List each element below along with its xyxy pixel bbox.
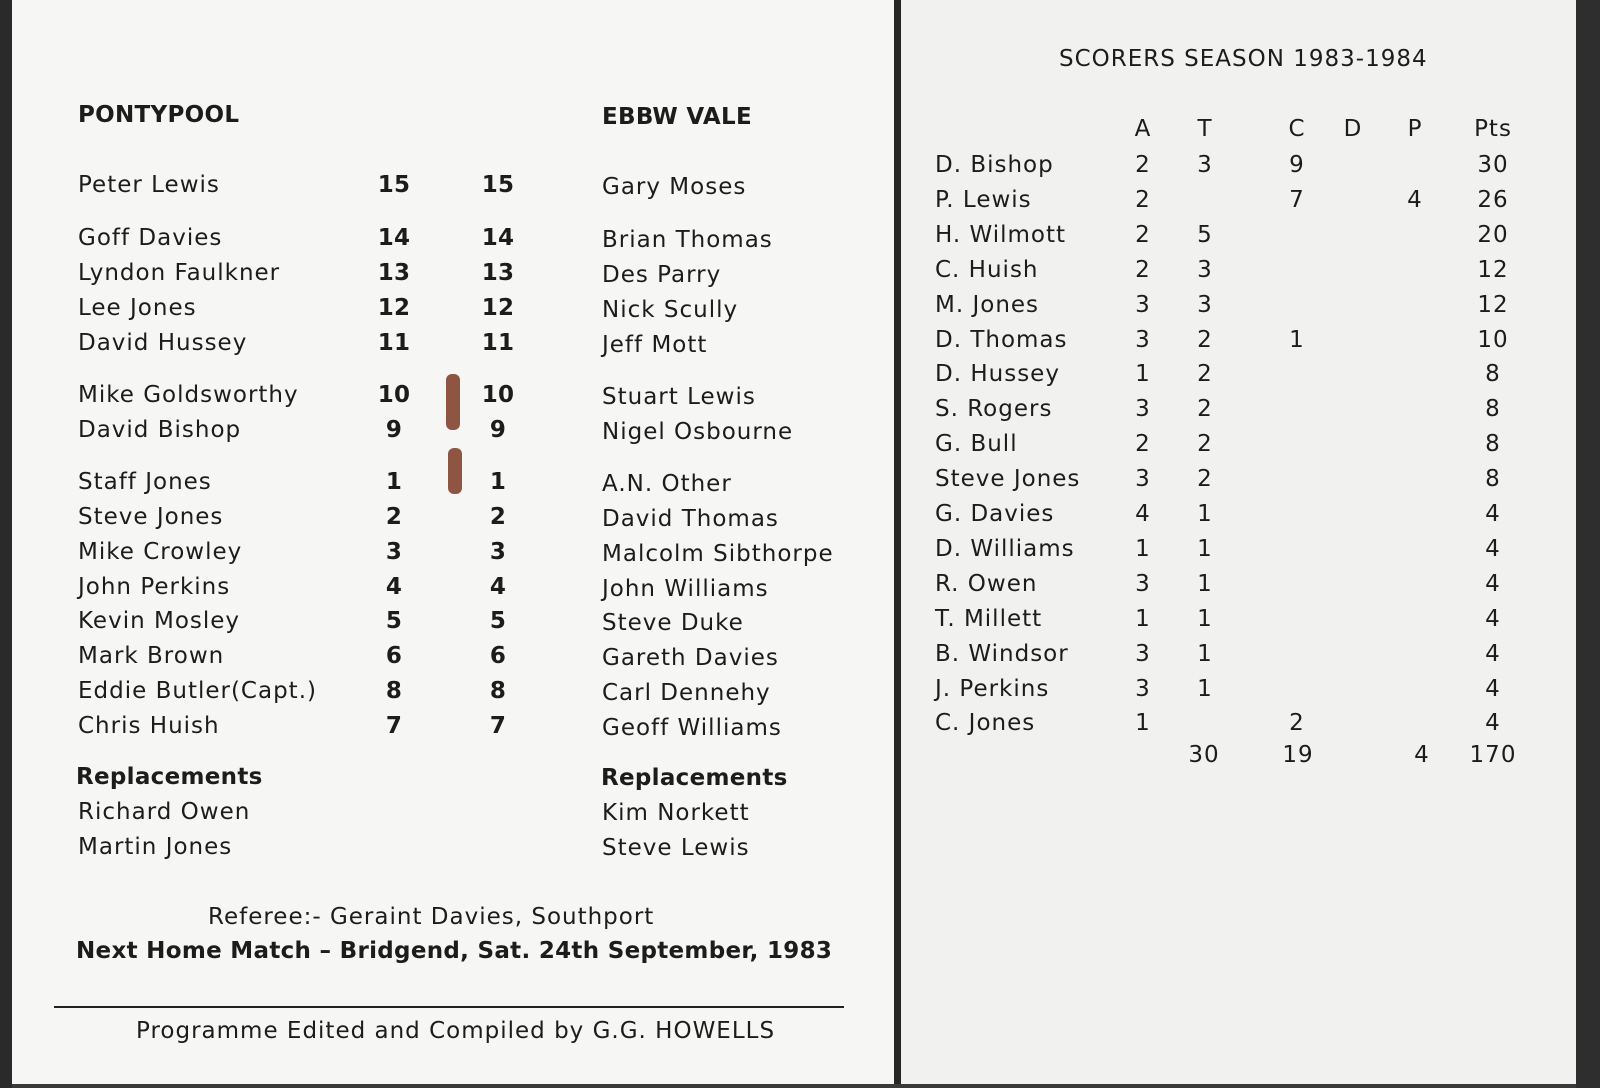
column-header-pts: Pts xyxy=(1474,116,1512,142)
scorer-t-value: 1 xyxy=(1197,536,1213,562)
scorer-t-value: 1 xyxy=(1197,676,1213,702)
away-shirt-number: 13 xyxy=(481,260,515,286)
scorer-t-value: 1 xyxy=(1197,606,1213,632)
home-shirt-number: 13 xyxy=(377,260,411,286)
scorer-name: G. Bull xyxy=(935,431,1018,457)
scorer-t-value: 3 xyxy=(1197,292,1213,318)
scorer-name: Steve Jones xyxy=(935,466,1081,492)
scorer-pts-value: 4 xyxy=(1485,536,1501,562)
away-player-name: Nigel Osbourne xyxy=(602,419,794,445)
scorer-name: M. Jones xyxy=(935,292,1040,318)
scorer-a-value: 1 xyxy=(1135,536,1151,562)
home-shirt-number: 11 xyxy=(377,330,411,356)
total-t: 30 xyxy=(1188,742,1220,768)
column-header-p: P xyxy=(1407,116,1423,142)
column-header-c: C xyxy=(1288,116,1306,142)
scorer-t-value: 3 xyxy=(1197,152,1213,178)
home-shirt-number: 4 xyxy=(385,574,403,600)
scorers-title: SCORERS SEASON 1983-1984 xyxy=(1059,46,1428,72)
scorer-p-value: 4 xyxy=(1407,187,1423,213)
scorer-pts-value: 4 xyxy=(1485,710,1501,736)
scorers-panel xyxy=(901,0,1576,1088)
away-shirt-number: 10 xyxy=(481,382,515,408)
footer-rule xyxy=(54,1006,844,1008)
scorer-pts-value: 4 xyxy=(1485,501,1501,527)
away-shirt-number: 14 xyxy=(481,225,515,251)
scorer-pts-value: 4 xyxy=(1485,676,1501,702)
scorer-a-value: 3 xyxy=(1135,571,1151,597)
scorer-a-value: 3 xyxy=(1135,466,1151,492)
home-player-name: Staff Jones xyxy=(78,469,212,495)
column-header-t: T xyxy=(1197,116,1213,142)
home-shirt-number: 10 xyxy=(377,382,411,408)
total-c: 19 xyxy=(1282,742,1314,768)
scorer-t-value: 2 xyxy=(1197,396,1213,422)
away-shirt-number: 7 xyxy=(489,713,507,739)
home-player-name: Steve Jones xyxy=(78,504,224,530)
home-player-name: Kevin Mosley xyxy=(78,608,241,634)
away-player-name: Geoff Williams xyxy=(602,715,782,741)
scorer-name: P. Lewis xyxy=(935,187,1032,213)
away-player-name: Des Parry xyxy=(602,262,722,288)
away-shirt-number: 6 xyxy=(489,643,507,669)
binding-tear-mark xyxy=(446,374,460,430)
away-player-name: Gareth Davies xyxy=(602,645,779,671)
away-player-name: Malcolm Sibthorpe xyxy=(602,541,834,567)
away-shirt-number: 5 xyxy=(489,608,507,634)
left-edge xyxy=(0,0,12,1088)
column-header-a: A xyxy=(1134,116,1152,142)
scorer-a-value: 4 xyxy=(1135,501,1151,527)
scorer-name: J. Perkins xyxy=(935,676,1050,702)
home-player-name: Lyndon Faulkner xyxy=(78,260,281,286)
home-player-name: Mike Goldsworthy xyxy=(78,382,299,408)
home-shirt-number: 9 xyxy=(385,417,403,443)
away-player-name: Brian Thomas xyxy=(602,227,773,253)
scorer-a-value: 2 xyxy=(1135,152,1151,178)
away-shirt-number: 3 xyxy=(489,539,507,565)
home-shirt-number: 6 xyxy=(385,643,403,669)
home-player-name: Eddie Butler(Capt.) xyxy=(78,678,317,704)
column-header-d: D xyxy=(1343,116,1363,142)
home-shirt-number: 15 xyxy=(377,172,411,198)
scorer-a-value: 1 xyxy=(1135,710,1151,736)
home-player-name: David Hussey xyxy=(78,330,248,356)
scorer-name: D. Thomas xyxy=(935,327,1068,353)
scorer-pts-value: 20 xyxy=(1477,222,1509,248)
home-replacement: Richard Owen xyxy=(78,799,251,825)
away-shirt-number: 8 xyxy=(489,678,507,704)
scorer-t-value: 2 xyxy=(1197,431,1213,457)
away-player-name: Gary Moses xyxy=(602,174,747,200)
home-replacements-heading: Replacements xyxy=(76,764,263,790)
home-player-name: David Bishop xyxy=(78,417,242,443)
scorer-t-value: 2 xyxy=(1197,361,1213,387)
home-shirt-number: 2 xyxy=(385,504,403,530)
scorer-c-value: 7 xyxy=(1289,187,1305,213)
scorer-name: T. Millett xyxy=(935,606,1043,632)
binding-tear-mark xyxy=(448,448,462,494)
home-player-name: Peter Lewis xyxy=(78,172,220,198)
scorer-pts-value: 30 xyxy=(1477,152,1509,178)
home-player-name: Goff Davies xyxy=(78,225,223,251)
scorer-a-value: 3 xyxy=(1135,396,1151,422)
scorer-name: G. Davies xyxy=(935,501,1055,527)
scorer-pts-value: 10 xyxy=(1477,327,1509,353)
home-shirt-number: 3 xyxy=(385,539,403,565)
scorer-pts-value: 8 xyxy=(1485,466,1501,492)
away-player-name: Stuart Lewis xyxy=(602,384,756,410)
scorer-pts-value: 4 xyxy=(1485,641,1501,667)
home-player-name: Mark Brown xyxy=(78,643,225,669)
next-home-match: Next Home Match – Bridgend, Sat. 24th September, 1983 xyxy=(76,938,833,964)
home-shirt-number: 5 xyxy=(385,608,403,634)
scorer-a-value: 2 xyxy=(1135,431,1151,457)
team-sheet-panel xyxy=(12,0,894,1088)
away-team-title: EBBW VALE xyxy=(602,104,752,130)
scorer-t-value: 2 xyxy=(1197,466,1213,492)
home-team-title: PONTYPOOL xyxy=(78,102,240,128)
scorer-a-value: 3 xyxy=(1135,292,1151,318)
home-shirt-number: 1 xyxy=(385,469,403,495)
scorer-name: C. Jones xyxy=(935,710,1036,736)
scorer-a-value: 3 xyxy=(1135,676,1151,702)
scorer-t-value: 1 xyxy=(1197,501,1213,527)
scorer-a-value: 1 xyxy=(1135,361,1151,387)
away-shirt-number: 12 xyxy=(481,295,515,321)
away-player-name: Carl Dennehy xyxy=(602,680,771,706)
home-player-name: Chris Huish xyxy=(78,713,220,739)
home-shirt-number: 14 xyxy=(377,225,411,251)
home-shirt-number: 8 xyxy=(385,678,403,704)
scorer-t-value: 1 xyxy=(1197,571,1213,597)
away-shirt-number: 1 xyxy=(489,469,507,495)
scorer-name: S. Rogers xyxy=(935,396,1053,422)
scorer-name: B. Windsor xyxy=(935,641,1069,667)
total-pts: 170 xyxy=(1469,742,1517,768)
away-player-name: Jeff Mott xyxy=(602,332,708,358)
home-player-name: Lee Jones xyxy=(78,295,197,321)
scorer-a-value: 3 xyxy=(1135,327,1151,353)
away-player-name: Nick Scully xyxy=(602,297,739,323)
away-shirt-number: 2 xyxy=(489,504,507,530)
bottom-edge xyxy=(12,1084,1576,1088)
away-player-name: A.N. Other xyxy=(602,471,732,497)
scorer-name: D. Hussey xyxy=(935,361,1060,387)
scorer-a-value: 2 xyxy=(1135,222,1151,248)
total-p: 4 xyxy=(1414,742,1430,768)
scorer-a-value: 3 xyxy=(1135,641,1151,667)
scorer-pts-value: 12 xyxy=(1477,292,1509,318)
scorer-pts-value: 26 xyxy=(1477,187,1509,213)
home-player-name: Mike Crowley xyxy=(78,539,243,565)
scorer-pts-value: 8 xyxy=(1485,396,1501,422)
away-replacements-heading: Replacements xyxy=(601,765,788,791)
home-replacement: Martin Jones xyxy=(78,834,233,860)
away-shirt-number: 9 xyxy=(489,417,507,443)
away-player-name: Steve Duke xyxy=(602,610,744,636)
scorer-a-value: 2 xyxy=(1135,187,1151,213)
programme-credits: Programme Edited and Compiled by G.G. HOWELLS xyxy=(136,1018,776,1044)
scorer-name: D. Bishop xyxy=(935,152,1054,178)
scorer-c-value: 1 xyxy=(1289,327,1305,353)
away-shirt-number: 15 xyxy=(481,172,515,198)
scorer-name: H. Wilmott xyxy=(935,222,1067,248)
home-shirt-number: 7 xyxy=(385,713,403,739)
scorer-pts-value: 8 xyxy=(1485,431,1501,457)
away-replacement: Steve Lewis xyxy=(602,835,750,861)
scorer-t-value: 3 xyxy=(1197,257,1213,283)
referee-line: Referee:- Geraint Davies, Southport xyxy=(208,904,655,930)
right-edge xyxy=(1576,0,1600,1088)
scorer-a-value: 1 xyxy=(1135,606,1151,632)
scorer-t-value: 5 xyxy=(1197,222,1213,248)
fold-divider xyxy=(894,0,901,1088)
scorer-a-value: 2 xyxy=(1135,257,1151,283)
home-shirt-number: 12 xyxy=(377,295,411,321)
scorer-c-value: 9 xyxy=(1289,152,1305,178)
away-replacement: Kim Norkett xyxy=(602,800,750,826)
scorer-pts-value: 4 xyxy=(1485,606,1501,632)
away-player-name: John Williams xyxy=(602,576,769,602)
scorer-pts-value: 8 xyxy=(1485,361,1501,387)
away-player-name: David Thomas xyxy=(602,506,779,532)
scorer-pts-value: 4 xyxy=(1485,571,1501,597)
away-shirt-number: 4 xyxy=(489,574,507,600)
scorer-name: R. Owen xyxy=(935,571,1038,597)
scorer-pts-value: 12 xyxy=(1477,257,1509,283)
scorer-t-value: 1 xyxy=(1197,641,1213,667)
scorer-c-value: 2 xyxy=(1289,710,1305,736)
scorer-t-value: 2 xyxy=(1197,327,1213,353)
home-player-name: John Perkins xyxy=(78,574,231,600)
scorer-name: C. Huish xyxy=(935,257,1039,283)
away-shirt-number: 11 xyxy=(481,330,515,356)
scorer-name: D. Williams xyxy=(935,536,1075,562)
